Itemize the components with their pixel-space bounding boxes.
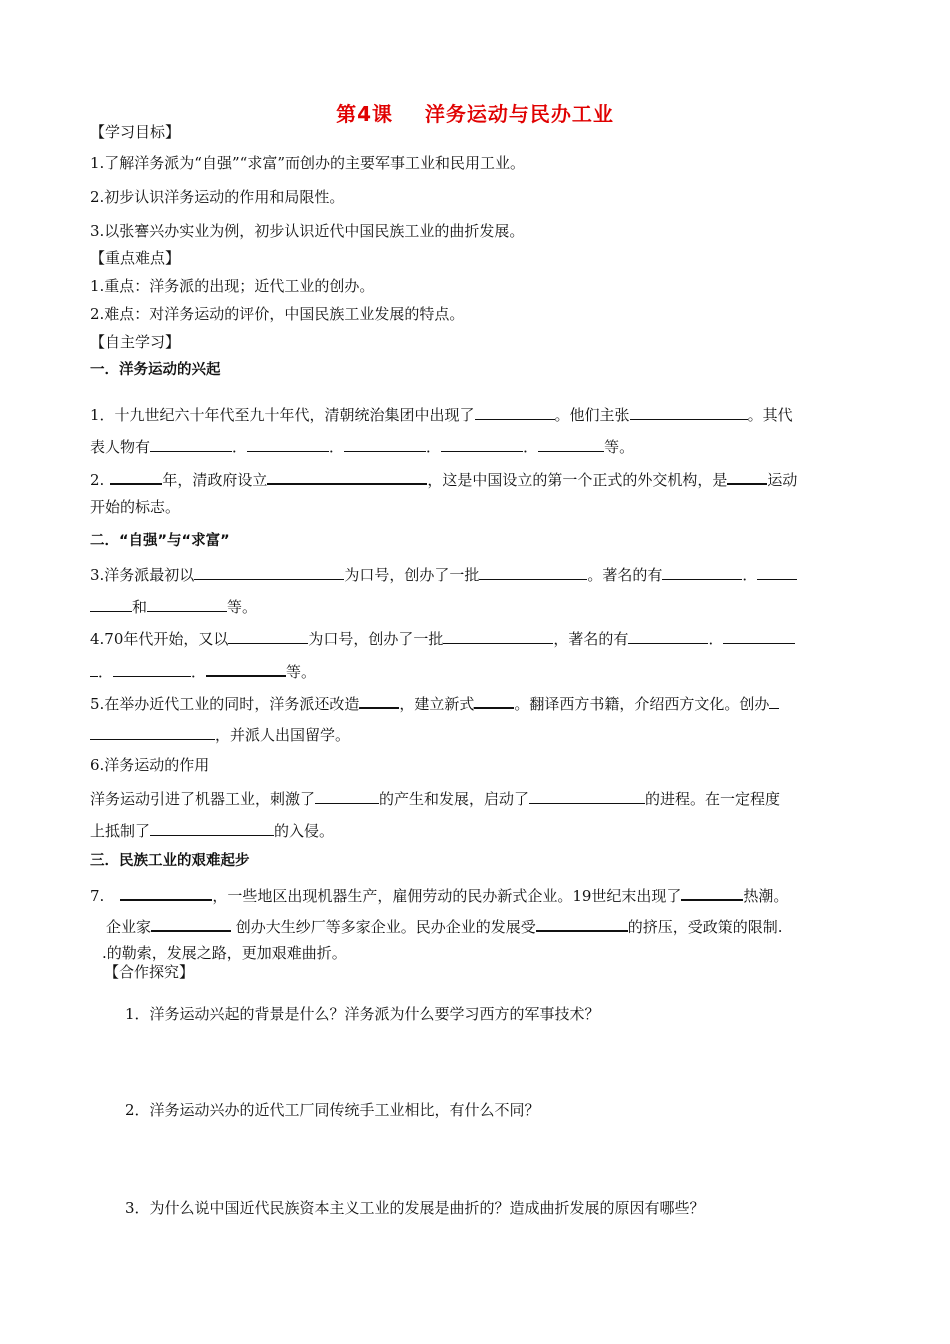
- q4-end: 等。: [286, 663, 317, 681]
- question-6-line-2: [90, 819, 870, 841]
- q5-text-b: ，建立新式: [399, 695, 475, 713]
- q7-text-d: 企业家: [106, 918, 152, 936]
- goals-header: 【学习目标】: [90, 123, 181, 141]
- blank[interactable]: [247, 435, 329, 452]
- question-7-line-2: [106, 914, 886, 937]
- section-heading-3: 三．民族工业的艰难起步: [90, 853, 250, 869]
- question-4-line-1: [90, 627, 870, 649]
- q1-text-b: 。他们主张: [554, 406, 630, 424]
- q6-text-c: 的产生和发展，启动了: [379, 790, 530, 808]
- self-study-header: 【自主学习】: [90, 333, 181, 351]
- q3-sep: ．: [742, 566, 758, 584]
- q1-sep: ．: [523, 438, 539, 456]
- q4-text-b: 为口号，创办了一批: [308, 630, 444, 648]
- question-1-line-1: [90, 403, 870, 425]
- question-7-line-1: [90, 883, 870, 906]
- blank[interactable]: [110, 467, 162, 485]
- question-4-line-2: [90, 659, 870, 682]
- coop-question-2: 2．洋务运动兴办的近代工厂同传统手工业相比，有什么不同？: [125, 1101, 540, 1119]
- question-7-line-3: .的勒索，发展之路，更加艰难曲折。: [102, 944, 347, 962]
- blank[interactable]: [150, 435, 232, 452]
- q7-text-e: 创办大生纱厂等多家企业。民办企业的发展受: [231, 918, 536, 936]
- q3-end: 等。: [227, 598, 258, 616]
- q1-end: 等。: [604, 438, 635, 456]
- q1-sep: ．: [232, 438, 248, 456]
- q1-text-d: 表人物有: [90, 438, 151, 456]
- q4-sep: ．: [708, 630, 724, 648]
- q3-text-b: 为口号，创办了一批: [344, 566, 480, 584]
- blank[interactable]: [723, 627, 795, 644]
- section-heading-1: 一．洋务运动的兴起: [90, 362, 221, 378]
- blank[interactable]: [344, 435, 426, 452]
- blank[interactable]: [359, 691, 399, 709]
- q3-text-d: 和: [132, 598, 148, 616]
- question-5-line-2: [90, 723, 870, 745]
- blank[interactable]: [529, 787, 645, 804]
- question-2-line-1: [90, 467, 870, 490]
- coop-question-3: 3．为什么说中国近代民族资本主义工业的发展是曲折的？造成曲折发展的原因有哪些？: [125, 1199, 705, 1217]
- blank[interactable]: [90, 723, 215, 740]
- q7-text-c: 热潮。: [743, 887, 789, 905]
- q1-sep: ．: [329, 438, 345, 456]
- q4-text-a: 4.70年代开始，又以: [90, 630, 229, 648]
- blank[interactable]: [441, 435, 523, 452]
- q4-sep: ．: [191, 663, 207, 681]
- question-6-title: 6.洋务运动的作用: [90, 756, 210, 774]
- q4-sep: ．: [98, 663, 114, 681]
- blank[interactable]: [662, 563, 742, 580]
- blank[interactable]: [113, 660, 191, 677]
- blank[interactable]: [630, 403, 748, 420]
- question-3-line-2: [90, 595, 870, 617]
- question-3-line-1: [90, 563, 870, 585]
- section-heading-2: 二．“自强”与“求富”: [90, 533, 230, 549]
- blank[interactable]: [727, 467, 767, 485]
- q3-text-c: 。著名的有: [587, 566, 663, 584]
- blank[interactable]: [628, 627, 708, 644]
- q6-text-f: 的入侵。: [274, 822, 335, 840]
- focus-header: 【重点难点】: [90, 249, 181, 267]
- blank[interactable]: [769, 692, 779, 709]
- question-6-line-1: [90, 787, 870, 809]
- q2-text-a: 2.: [90, 471, 105, 489]
- q1-text-c: 。其代: [747, 406, 793, 424]
- q2-text-b: 年，清政府设立: [162, 471, 268, 489]
- blank[interactable]: [228, 627, 308, 644]
- q5-text-a: 5.在举办近代工业的同时，洋务派还改造: [90, 695, 360, 713]
- blank[interactable]: [538, 435, 604, 452]
- q3-text-a: 3.洋务派最初以: [90, 566, 195, 584]
- blank[interactable]: [90, 660, 98, 677]
- page-title: 第4课 洋务运动与民办工业: [336, 102, 614, 126]
- focus-item-2: 2.难点：对洋务运动的评价，中国民族工业发展的特点。: [90, 305, 465, 323]
- q4-text-c: ，著名的有: [553, 630, 629, 648]
- coop-question-1: 1．洋务运动兴起的背景是什么？洋务派为什么要学习西方的军事技术？: [125, 1005, 600, 1023]
- q1-sep: ．: [426, 438, 442, 456]
- blank[interactable]: [150, 819, 274, 836]
- blank[interactable]: [206, 659, 286, 677]
- question-1-line-2: [90, 435, 870, 457]
- q5-text-d: ，并派人出国留学。: [215, 726, 351, 744]
- blank[interactable]: [90, 595, 132, 612]
- blank[interactable]: [194, 563, 344, 580]
- goal-item-3: 3.以张謇兴办实业为例，初步认识近代中国民族工业的曲折发展。: [90, 222, 525, 240]
- blank[interactable]: [479, 563, 587, 580]
- q6-text-b: 洋务运动引进了机器工业，刺激了: [90, 790, 316, 808]
- q6-text-e: 上抵制了: [90, 822, 151, 840]
- q6-text-d: 的进程。在一定程度: [645, 790, 781, 808]
- q7-text-f: 的挤压，受政策的限制.: [627, 918, 783, 936]
- q7-text-b: ，一些地区出现机器生产，雇佣劳动的民办新式企业。19世纪末出现了: [212, 887, 682, 905]
- blank[interactable]: [536, 914, 628, 932]
- blank[interactable]: [757, 563, 797, 580]
- blank[interactable]: [475, 403, 555, 420]
- q2-text-c: ，这是中国设立的第一个正式的外交机构，是: [427, 471, 728, 489]
- coop-header: 【合作探究】: [104, 963, 195, 981]
- goal-item-2: 2.初步认识洋务运动的作用和局限性。: [90, 188, 345, 206]
- blank[interactable]: [120, 883, 212, 901]
- blank[interactable]: [151, 914, 231, 932]
- question-5-line-1: [90, 691, 870, 714]
- q2-text-d: 运动: [767, 471, 798, 489]
- focus-item-1: 1.重点：洋务派的出现；近代工业的创办。: [90, 277, 375, 295]
- goal-item-1: 1.了解洋务派为“自强”“求富”而创办的主要军事工业和民用工业。: [90, 154, 525, 172]
- blank[interactable]: [474, 691, 514, 709]
- blank[interactable]: [443, 627, 553, 644]
- question-2-line-2: 开始的标志。: [90, 498, 181, 516]
- q7-text-a: 7.: [90, 887, 105, 905]
- q1-text-a: 1．十九世纪六十年代至九十年代，清朝统治集团中出现了: [90, 406, 475, 424]
- blank[interactable]: [681, 883, 743, 901]
- blank[interactable]: [147, 595, 227, 612]
- blank[interactable]: [315, 787, 379, 804]
- blank[interactable]: [267, 467, 427, 485]
- q5-text-c: 。翻译西方书籍，介绍西方文化。创办: [514, 695, 770, 713]
